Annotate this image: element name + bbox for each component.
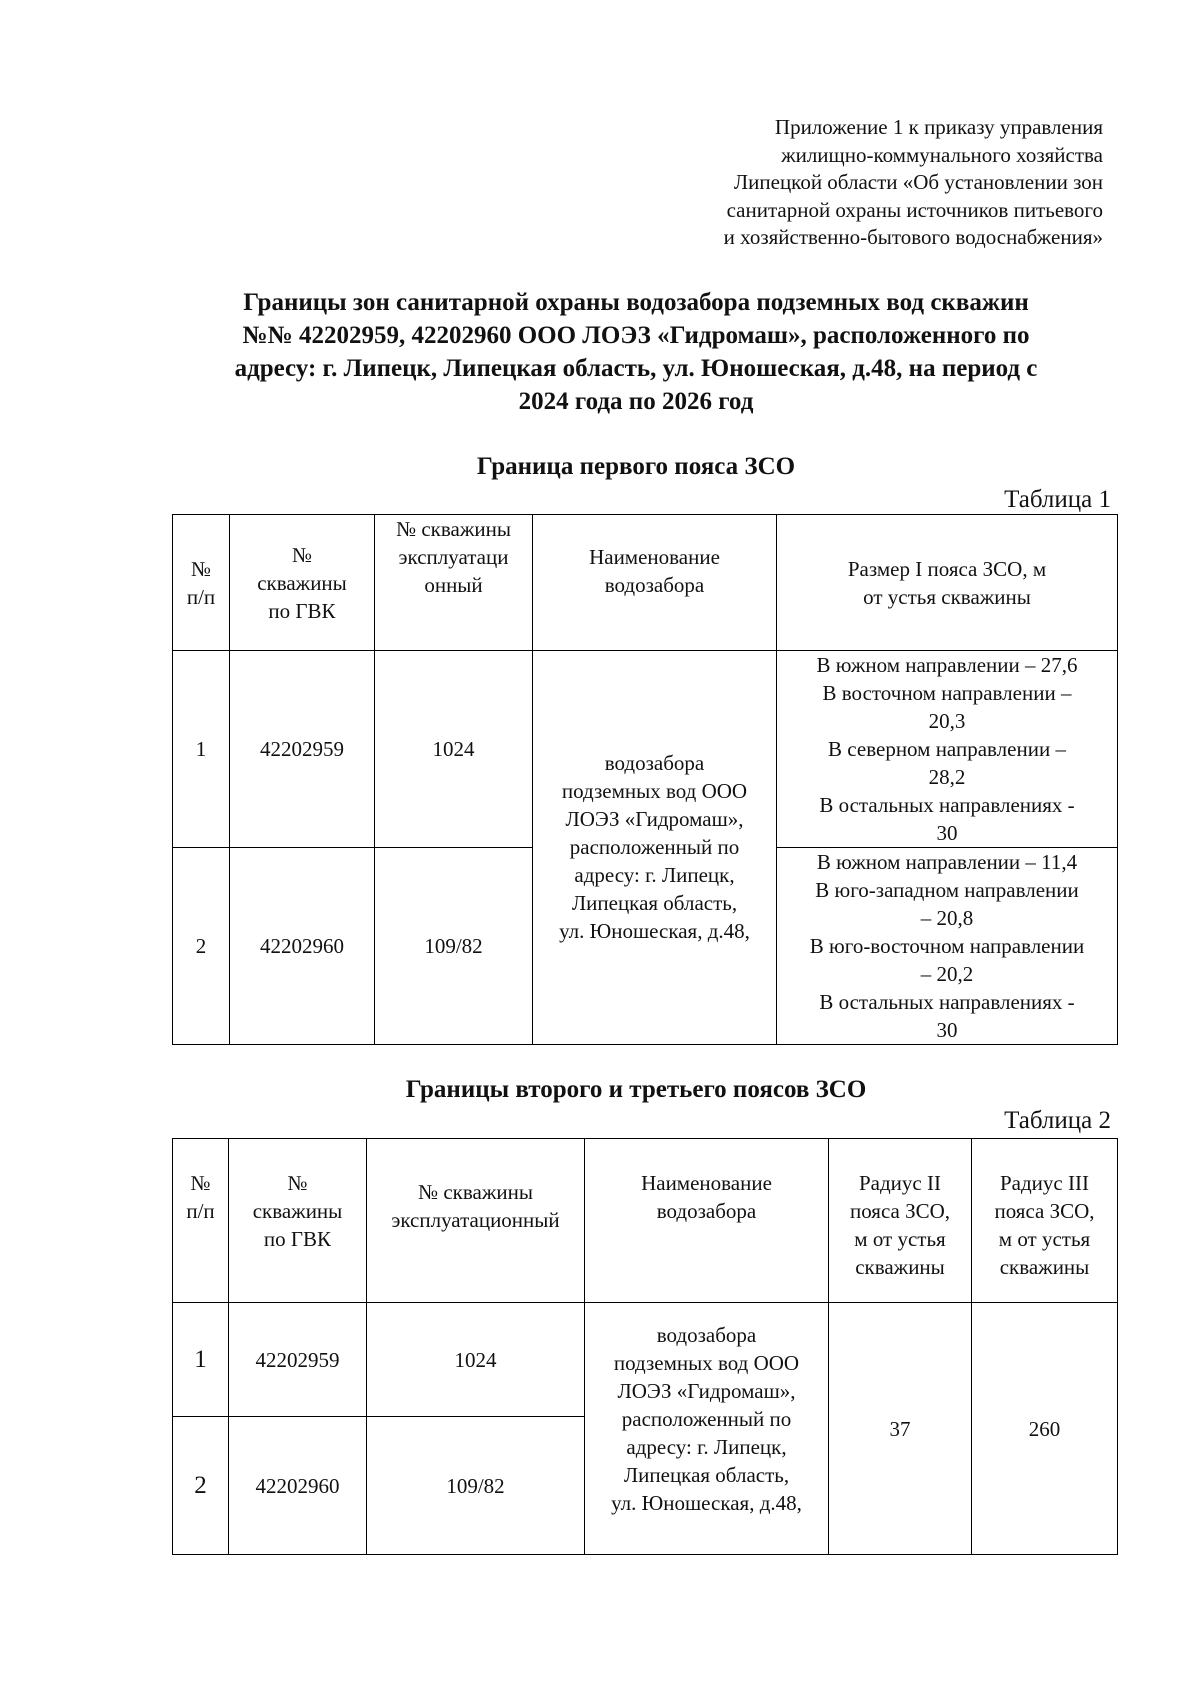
table1-section-title: Граница первого пояса ЗСО <box>476 453 796 480</box>
table2-row1-gvk: 42202959 <box>229 1303 367 1417</box>
table2 <box>172 1138 1118 1555</box>
table2-row2-num: 2 <box>173 1417 229 1555</box>
document-title <box>172 286 1100 418</box>
table2-intake-name: водозабора подземных вод ООО ЛОЭЗ «Гидромаш», расположенный по адресу: г. Липецк, Липецкая область, ул. Юношеская, д.48, <box>585 1303 829 1555</box>
table2-row1-expl: 1024 <box>367 1303 585 1417</box>
title-line: №№ 42202959, 42202960 ООО ЛОЭЗ «Гидромаш», расположенного по <box>242 322 1030 349</box>
annex-line: Приложение 1 к приказу управления <box>774 115 1103 139</box>
table2-row2-expl: 109/82 <box>367 1417 585 1555</box>
annex-line: Липецкой области «Об установлении зон <box>733 170 1103 194</box>
table1-row1-size: В южном направлении – 27,6 В восточном направлении – 20,3 В северном направлении – 28,2 В остальных направлениях - 30 <box>777 651 1118 848</box>
table1-row1-expl: 1024 <box>375 651 533 848</box>
table1 <box>172 514 1118 1045</box>
annex-line: жилищно-коммунального хозяйства <box>781 142 1103 167</box>
table1-row2-gvk: 42202960 <box>230 848 375 1045</box>
table-row <box>173 651 1118 848</box>
table2-header-expl: № скважины эксплуатационный <box>367 1139 585 1303</box>
annex-line: санитарной охраны источников питьевого <box>726 197 1103 222</box>
table2-row2-gvk: 42202960 <box>229 1417 367 1555</box>
table1-header-gvk: № скважины по ГВК <box>230 515 375 651</box>
title-line: адресу: г. Липецк, Липецкая область, ул. Юношеская, д.48, на период с <box>234 355 1038 382</box>
table-row <box>173 1303 1118 1417</box>
table1-row1-gvk: 42202959 <box>230 651 375 848</box>
annex-header <box>600 114 1103 252</box>
table1-header-expl: № скважины эксплуатаци онный <box>375 515 533 651</box>
table2-radius3-value: 260 <box>972 1303 1118 1555</box>
table2-header-row <box>173 1139 1118 1303</box>
title-line: Границы зон санитарной охраны водозабора подземных вод скважин <box>243 289 1029 316</box>
table2-section-title: Границы второго и третьего поясов ЗСО <box>405 1076 867 1103</box>
table2-label: Таблица 2 <box>1004 1107 1111 1134</box>
table1-row2-num: 2 <box>173 848 230 1045</box>
table1-intake-name: водозабора подземных вод ООО ЛОЭЗ «Гидромаш», расположенный по адресу: г. Липецк, Липецкая область, ул. Юношеская, д.48, <box>533 651 777 1045</box>
table2-header-radius2: Радиус II пояса ЗСО, м от устья скважины <box>829 1139 972 1303</box>
annex-line: и хозяйственно-бытового водоснабжения» <box>723 225 1103 249</box>
table2-header-radius3: Радиус III пояса ЗСО, м от устья скважины <box>972 1139 1118 1303</box>
title-line: 2024 года по 2026 год <box>518 388 754 415</box>
table1-header-name: Наименование водозабора <box>533 515 777 651</box>
table2-header-gvk: № скважины по ГВК <box>229 1139 367 1303</box>
table2-radius2-value: 37 <box>829 1303 972 1555</box>
table1-header-num: № п/п <box>173 515 230 651</box>
table2-header-name: Наименование водозабора <box>585 1139 829 1303</box>
table1-header-size: Размер I пояса ЗСО, м от устья скважины <box>777 515 1118 651</box>
table2-header-num: № п/п <box>173 1139 229 1303</box>
table1-row2-size: В южном направлении – 11,4 В юго-западном направлении – 20,8 В юго-восточном направлении – 20,2 В остальных направлениях - 30 <box>777 848 1118 1045</box>
table2-row1-num: 1 <box>173 1303 229 1417</box>
table1-row1-num: 1 <box>173 651 230 848</box>
table1-row2-expl: 109/82 <box>375 848 533 1045</box>
table1-header-row <box>173 515 1118 651</box>
table1-label: Таблица 1 <box>1004 486 1111 513</box>
